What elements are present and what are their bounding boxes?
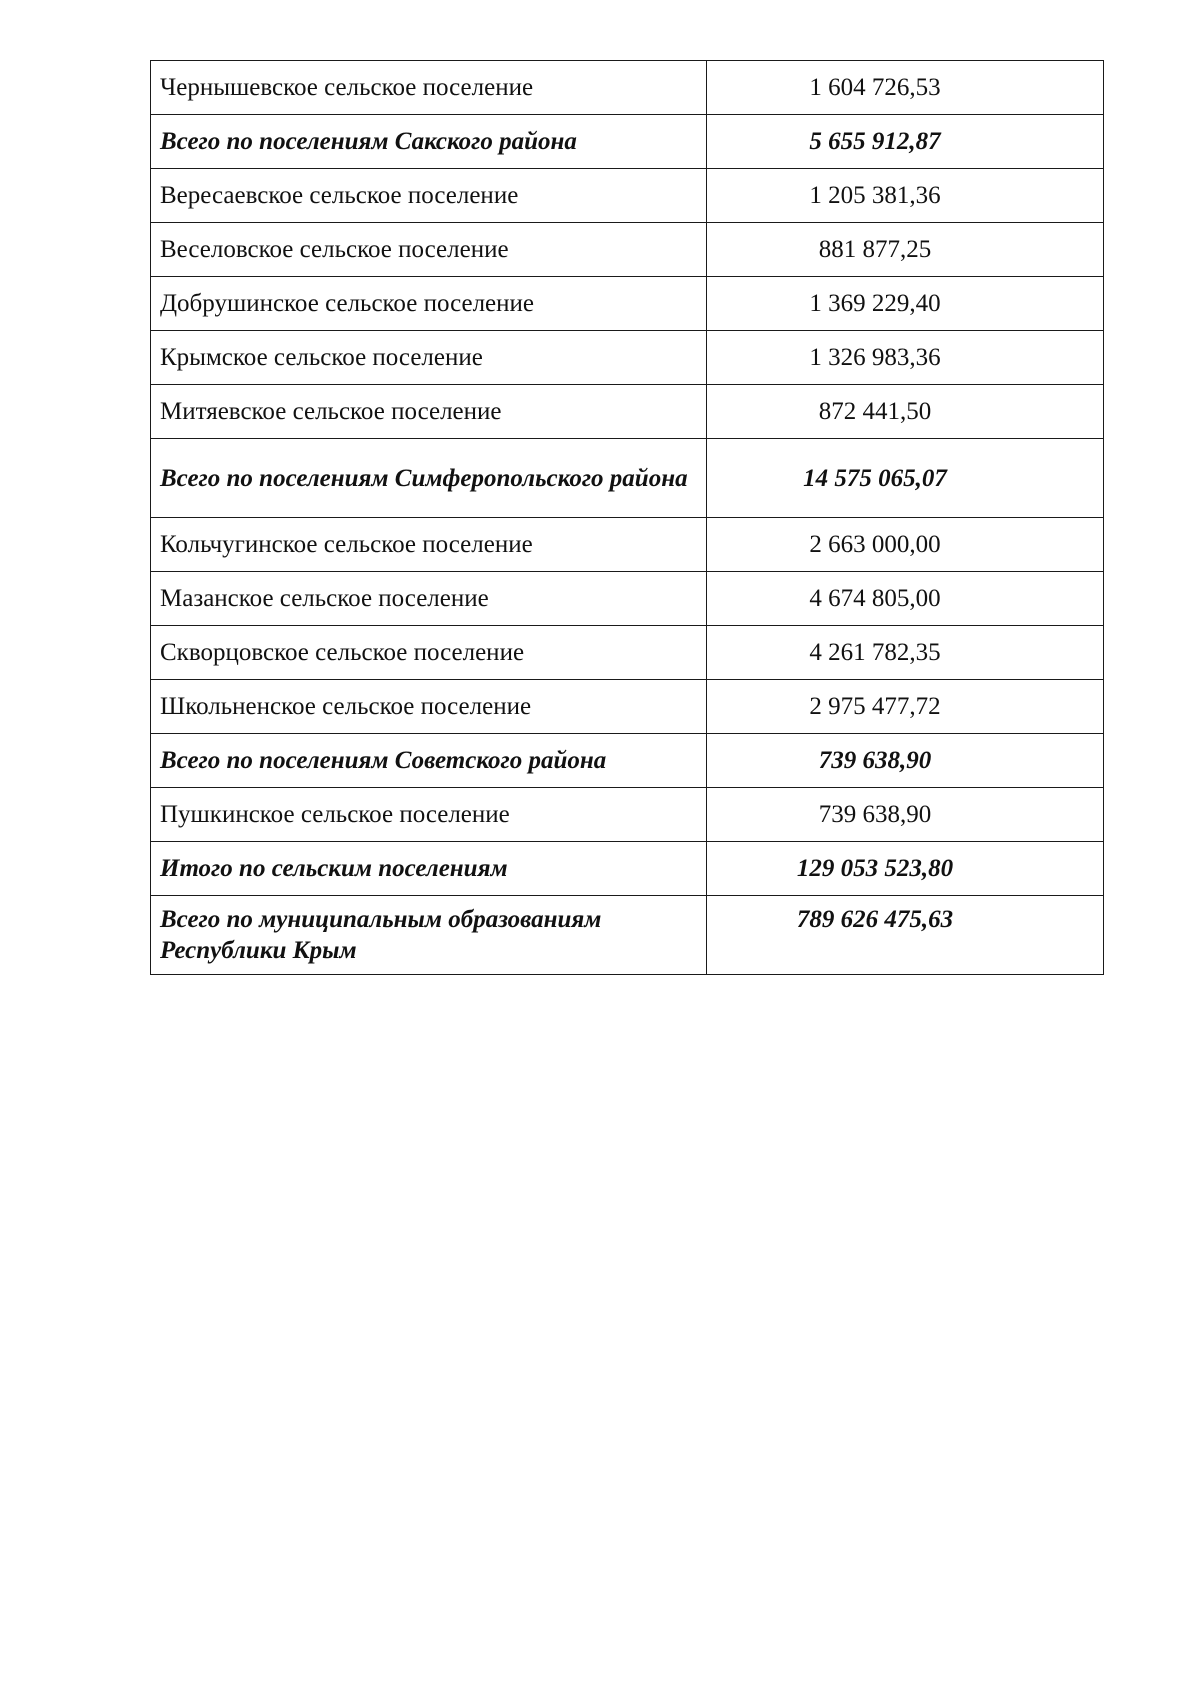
settlement-name-cell: Школьненское сельское поселение: [151, 680, 707, 734]
subtotal-amount-cell: 14 575 065,07: [707, 439, 1104, 518]
settlement-name-cell: Веселовское сельское поселение: [151, 223, 707, 277]
grand-total-amount-cell: 789 626 475,63: [707, 896, 1104, 975]
table-row: [151, 626, 1104, 680]
settlement-name-cell: Митяевское сельское поселение: [151, 385, 707, 439]
amount-cell: 1 205 381,36: [707, 169, 1104, 223]
table-row-subtotal: [151, 439, 1104, 518]
subtotal-label-cell: Всего по поселениям Сакского района: [151, 115, 707, 169]
amount-cell: 1 604 726,53: [707, 61, 1104, 115]
settlement-name-cell: Кольчугинское сельское поселение: [151, 518, 707, 572]
settlement-name-cell: Мазанское сельское поселение: [151, 572, 707, 626]
table-row-rural-total: [151, 842, 1104, 896]
table-row-grand-total: [151, 896, 1104, 975]
settlement-name-cell: Крымское сельское поселение: [151, 331, 707, 385]
table-row: [151, 572, 1104, 626]
subtotal-label-cell: Всего по поселениям Симферопольского района: [151, 439, 707, 518]
table-row: [151, 385, 1104, 439]
settlement-name-cell: Чернышевское сельское поселение: [151, 61, 707, 115]
table-row: [151, 680, 1104, 734]
amount-cell: 4 261 782,35: [707, 626, 1104, 680]
table-row: [151, 331, 1104, 385]
subtotal-label-cell: Всего по поселениям Советского района: [151, 734, 707, 788]
table-row-subtotal: [151, 734, 1104, 788]
settlement-name-cell: Скворцовское сельское поселение: [151, 626, 707, 680]
table-row: [151, 277, 1104, 331]
settlement-name-cell: Добрушинское сельское поселение: [151, 277, 707, 331]
subtotal-amount-cell: 5 655 912,87: [707, 115, 1104, 169]
table-row: [151, 61, 1104, 115]
table-row-subtotal: [151, 115, 1104, 169]
grand-total-label-cell: Всего по муниципальным образованиям Республики Крым: [151, 896, 707, 975]
amount-cell: 1 369 229,40: [707, 277, 1104, 331]
table-row: [151, 788, 1104, 842]
settlement-name-cell: Пушкинское сельское поселение: [151, 788, 707, 842]
table-row: [151, 169, 1104, 223]
amount-cell: 739 638,90: [707, 788, 1104, 842]
subtotal-amount-cell: 739 638,90: [707, 734, 1104, 788]
rural-total-amount-cell: 129 053 523,80: [707, 842, 1104, 896]
table-row: [151, 223, 1104, 277]
amount-cell: 1 326 983,36: [707, 331, 1104, 385]
amount-cell: 2 663 000,00: [707, 518, 1104, 572]
settlement-funding-table: [150, 60, 1104, 975]
settlement-name-cell: Вересаевское сельское поселение: [151, 169, 707, 223]
amount-cell: 881 877,25: [707, 223, 1104, 277]
amount-cell: 2 975 477,72: [707, 680, 1104, 734]
table-row: [151, 518, 1104, 572]
rural-total-label-cell: Итого по сельским поселениям: [151, 842, 707, 896]
amount-cell: 4 674 805,00: [707, 572, 1104, 626]
amount-cell: 872 441,50: [707, 385, 1104, 439]
